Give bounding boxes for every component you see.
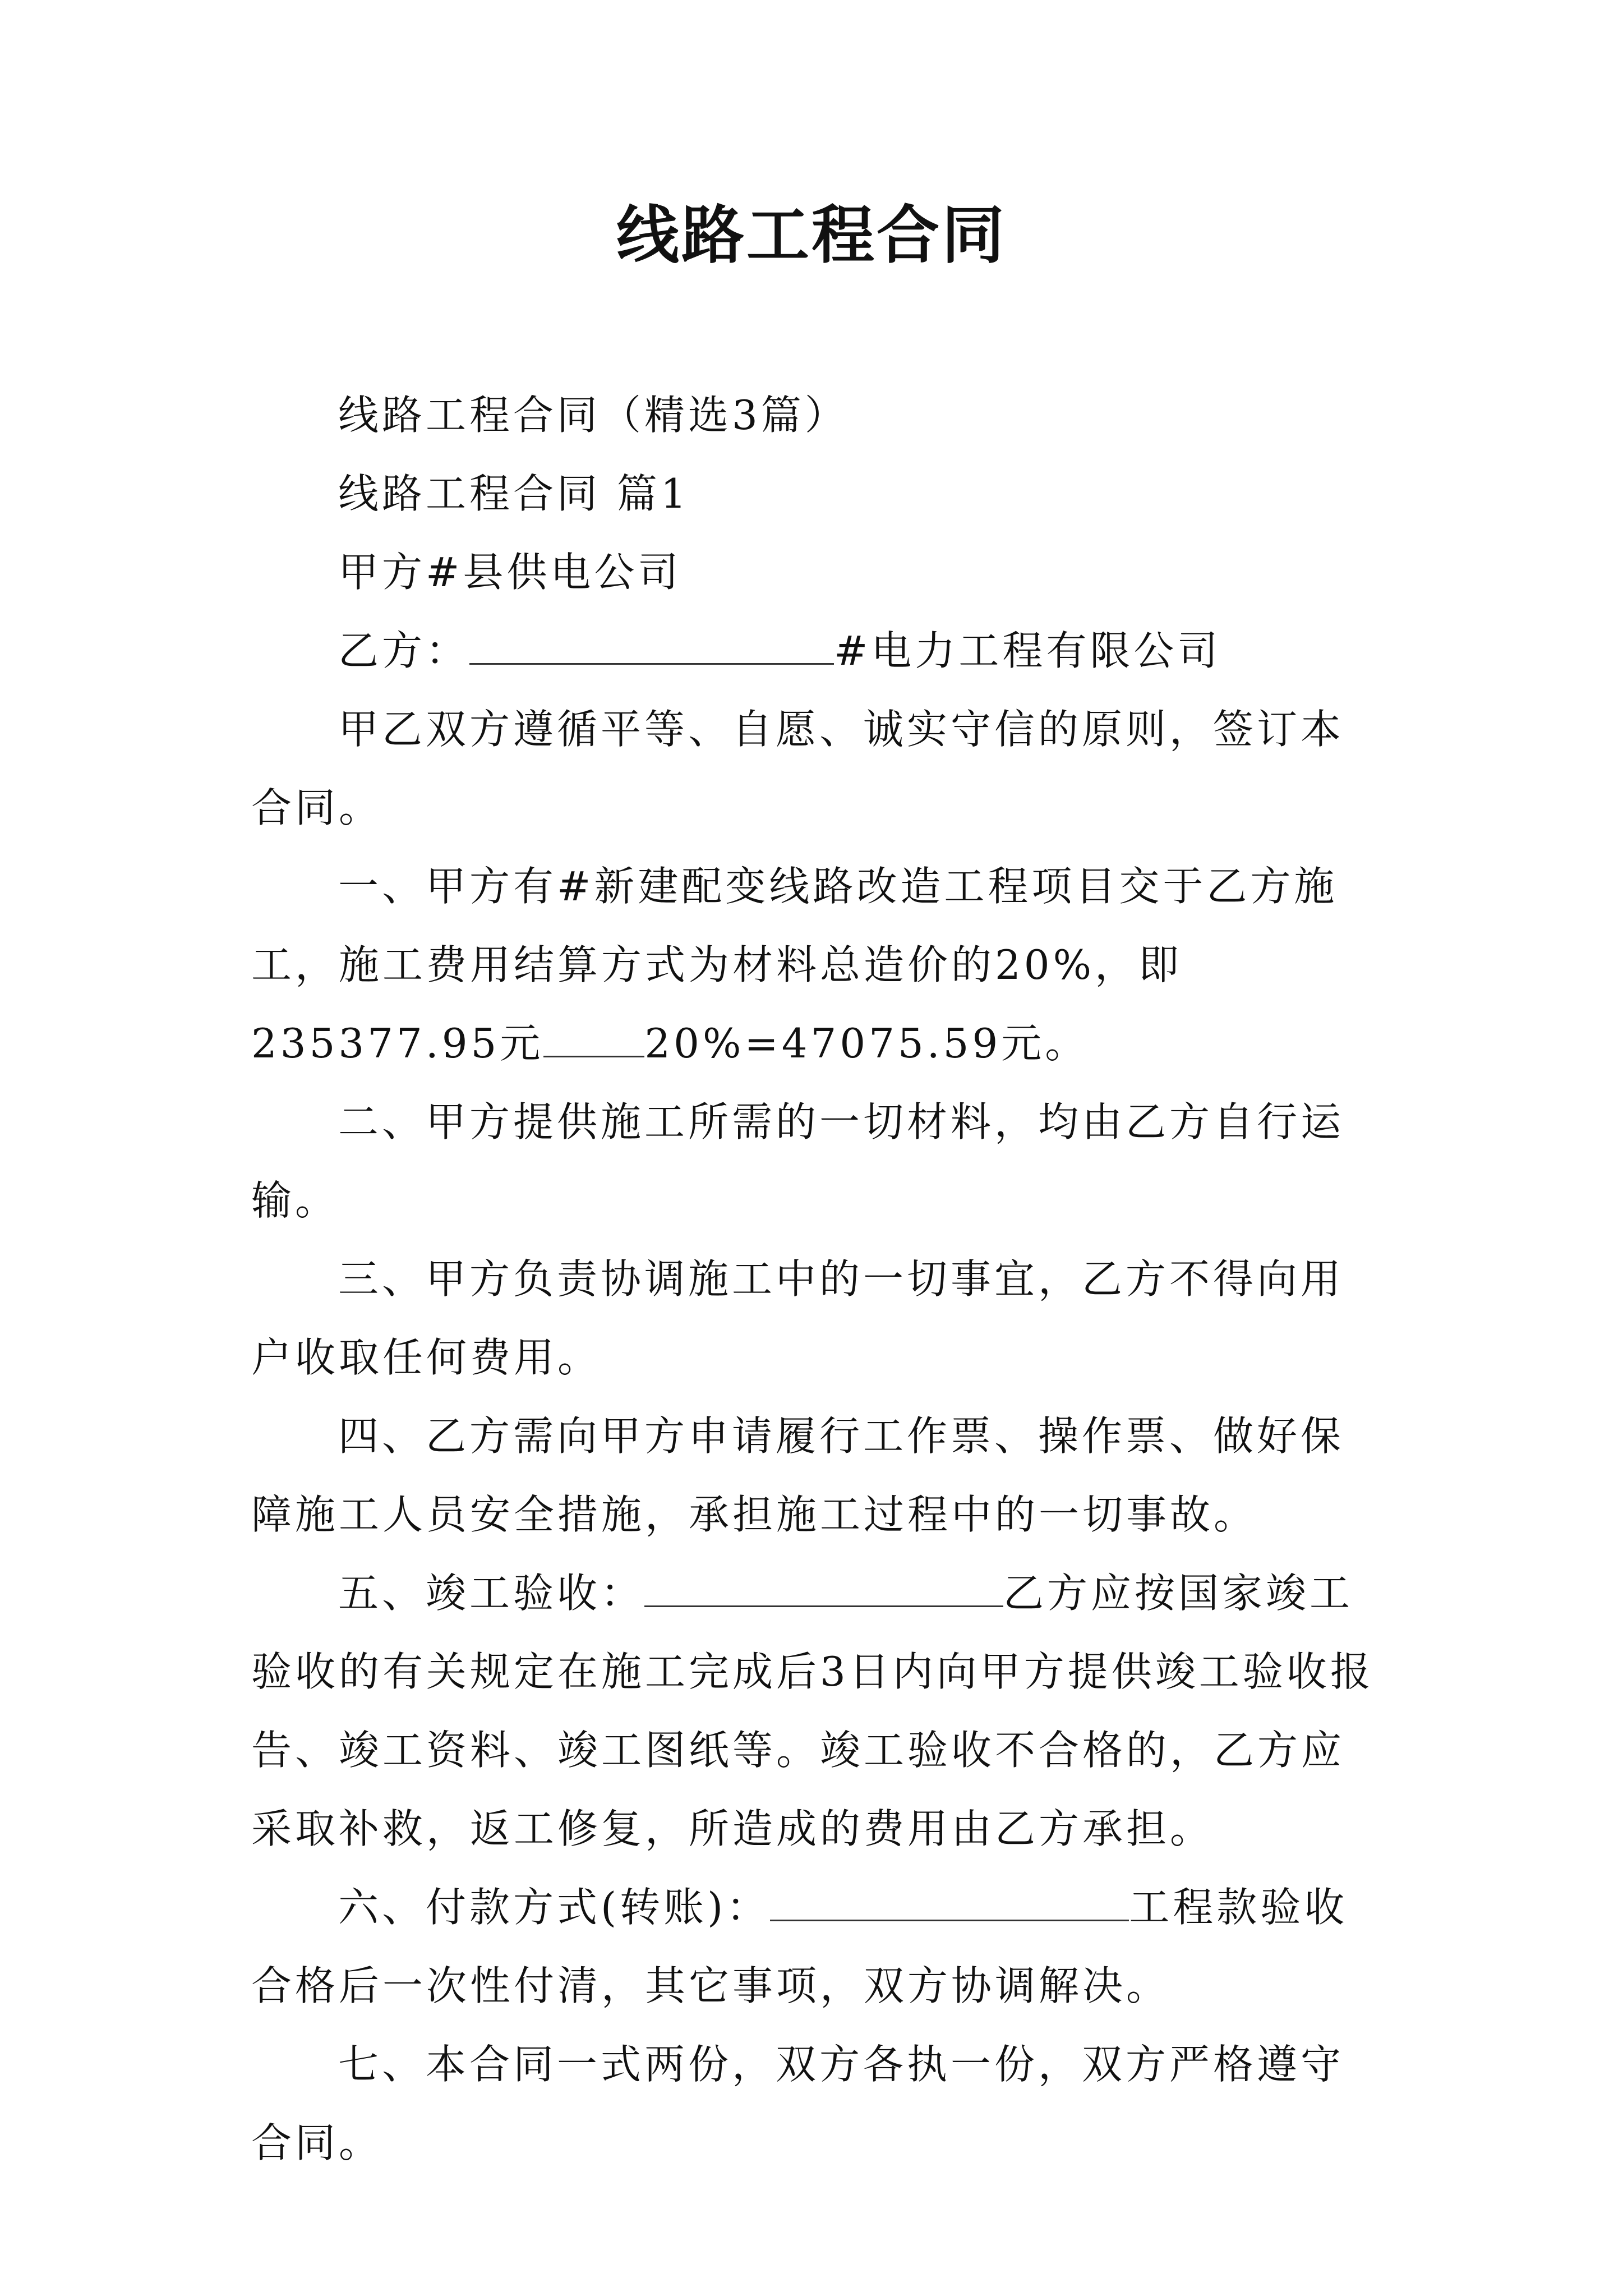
clause-6-text: 工程款验收合格后一次性付清，其它事项，双方协调解决。 <box>251 1884 1348 2009</box>
clause-6 <box>251 1868 1378 2025</box>
party-b-blank <box>469 623 834 665</box>
clause-3: 三、甲方负责协调施工中的一切事宜，乙方不得向用户收取任何费用。 <box>251 1255 1345 1381</box>
clause-5-prefix: 五、竣工验收： <box>338 1570 645 1617</box>
clause-7: 七、本合同一式两份，双方各执一份，双方严格遵守合同。 <box>251 2041 1345 2166</box>
clause-2: 二、甲方提供施工所需的一切材料，均由乙方自行运输。 <box>251 1098 1345 1224</box>
clause-5-blank <box>644 1565 1003 1607</box>
party-b-name: #电力工程有限公司 <box>834 627 1221 674</box>
clause-6-blank <box>770 1879 1129 1921</box>
clause-1 <box>251 847 1378 1083</box>
clause-5-text: 乙方应按国家竣工验收的有关规定在施工完成后3日内向甲方提供竣工验收报告、竣工资料、竣工图纸等。竣工验收不合格的，乙方应采取补救，返工修复，所造成的费用由乙方承担。 <box>251 1570 1374 1852</box>
document-body <box>251 376 1378 2182</box>
preamble: 甲乙双方遵循平等、自愿、诚实守信的原则，签订本合同。 <box>251 706 1345 831</box>
document-title: 线路工程合同 <box>616 199 1007 272</box>
party-b <box>251 611 1378 690</box>
clause-1-result: 20%=47075.59元。 <box>644 1020 1089 1067</box>
party-b-prefix: 乙方： <box>338 627 470 674</box>
party-a: 甲方#县供电公司 <box>338 549 682 596</box>
clause-1-blank <box>543 1015 644 1057</box>
clause-4: 四、乙方需向甲方申请履行工作票、操作票、做好保障施工人员安全措施，承担施工过程中的一切事故。 <box>251 1412 1345 1538</box>
clause-5 <box>251 1554 1378 1868</box>
subtitle: 线路工程合同（精选3篇） <box>338 392 849 439</box>
clause-1-text: 一、甲方有#新建配变线路改造工程项目交于乙方施工，施工费用结算方式为材料总造价的20%，即235377.95元 <box>251 863 1338 1067</box>
section-heading: 线路工程合同 篇1 <box>338 470 690 517</box>
clause-6-prefix: 六、付款方式(转账)： <box>338 1884 771 1931</box>
